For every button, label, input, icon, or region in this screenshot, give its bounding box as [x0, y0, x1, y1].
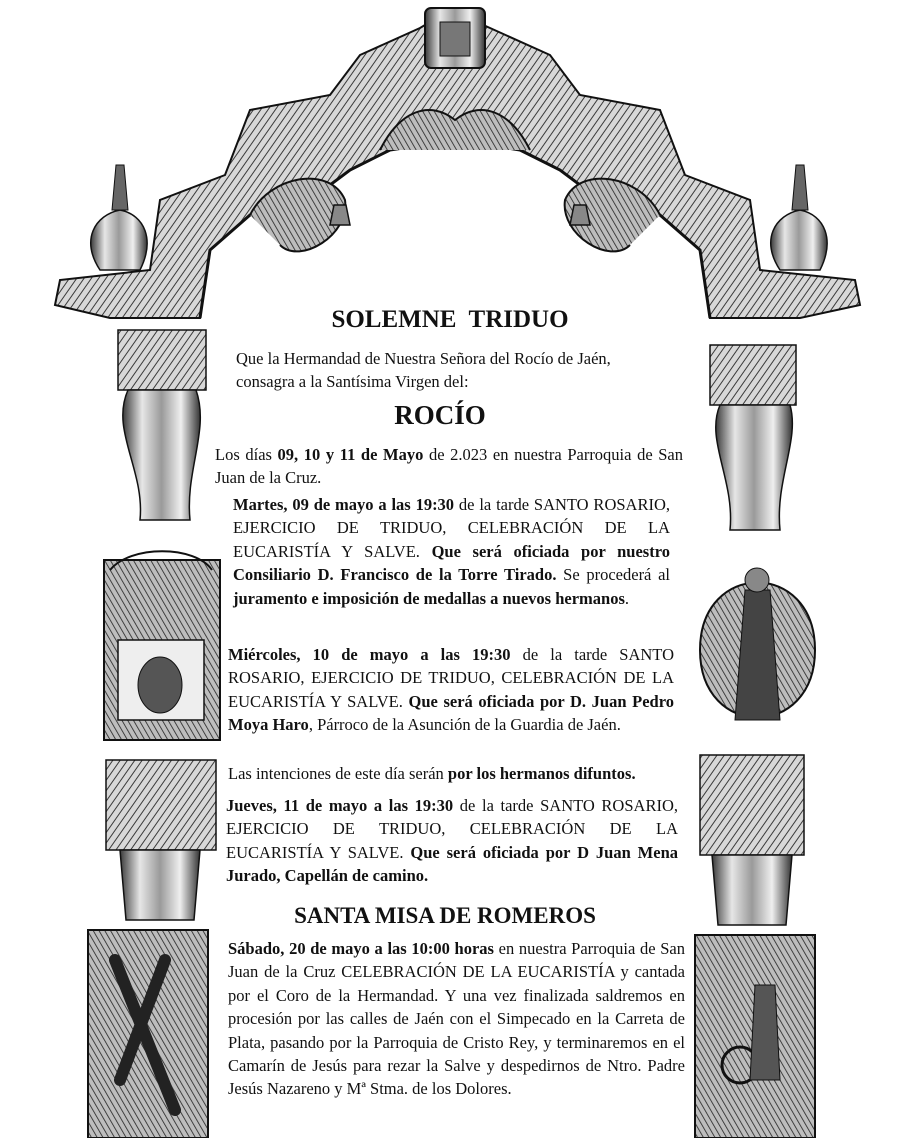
arch [55, 8, 860, 318]
day3-rites: de la tarde SANTO ROSARIO, EJERCICIO DE TRIDUO, CELEBRACIÓN DE LA EUCARISTÍA Y SALVE. [226, 796, 678, 862]
day3-when: Jueves, 11 de mayo a las 19:30 [226, 796, 454, 815]
dates-paragraph [215, 443, 683, 490]
day2-intentions [228, 762, 688, 785]
day2-intentions-pre: Las intenciones de este día serán [228, 764, 448, 783]
right-column [695, 345, 815, 1138]
day3-paragraph [226, 794, 678, 888]
intro [236, 347, 676, 394]
day2-officiant: Que será oficiada por D. Juan Pedro Moya Haro [228, 691, 675, 735]
romeros-title: SANTA MISA DE ROMEROS [294, 903, 596, 928]
romeros-body: en nuestra Parroquia de San Juan de la Cruz CELEBRACIÓN DE LA EUCARISTÍA y cantada por el Coro de la Hermandad. Y una vez finalizada saldremos en procesión por las calles de Jaén con el Simpecado en la Carreta de Plata, pasando por la Parroquia de Cristo Rey, y terminaremos en el Camarín de Jesús para rezar la Salve y despedirnos de Ntro. Padre Jesús Nazareno y Mª Stma. de los Dolores. [228, 939, 685, 1099]
day1-officiant: Que será oficiada por nuestro Consiliario D. Francisco de la Torre Tirado. [233, 541, 671, 585]
day1-note-bold: juramento e imposición de medallas a nuevos hermanos [233, 588, 625, 608]
intro-line-1: Que la Hermandad de Nuestra Señora del Rocío de Jaén, [236, 349, 611, 368]
romeros-when: Sábado, 20 de mayo a las 10:00 horas [228, 939, 494, 958]
day1-paragraph [233, 493, 670, 610]
day3-officiant: Que será oficiada por D Juan Mena Jurado, Capellán de camino. [226, 842, 678, 886]
day2-rites: de la tarde SANTO ROSARIO, EJERCICIO DE TRIDUO, CELEBRACIÓN DE LA EUCARISTÍA Y SALVE. [228, 645, 674, 711]
day1-note-end: . [624, 588, 629, 608]
day2-paragraph [228, 643, 674, 737]
dates-post: de 2.023 en nuestra Parroquia de San Juan de la Cruz. [215, 445, 683, 488]
day1-note-pre: Se procederá al [556, 565, 670, 585]
title: SOLEMNE TRIDUO [331, 306, 569, 333]
romeros-paragraph [228, 937, 685, 1101]
virgin-name: ROCÍO [394, 400, 486, 430]
day1-rites: de la tarde SANTO ROSARIO, EJERCICIO DE TRIDUO, CELEBRACIÓN DE LA EUCARISTÍA Y SALVE. [233, 495, 670, 561]
day2-post: , Párroco de la Asunción de la Guardia de Jaén. [308, 715, 621, 735]
day2-intentions-bold: por los hermanos difuntos. [447, 764, 636, 783]
intro-line-2: consagra a la Santísima Virgen del: [236, 372, 469, 392]
day2-when: Miércoles, 10 de mayo a las 19:30 [228, 645, 511, 664]
dates-pre: Los días [215, 445, 278, 464]
left-column [88, 330, 220, 1138]
dates-days: 09, 10 y 11 de Mayo [277, 445, 424, 464]
day1-when: Martes, 09 de mayo a las 19:30 [233, 495, 455, 514]
